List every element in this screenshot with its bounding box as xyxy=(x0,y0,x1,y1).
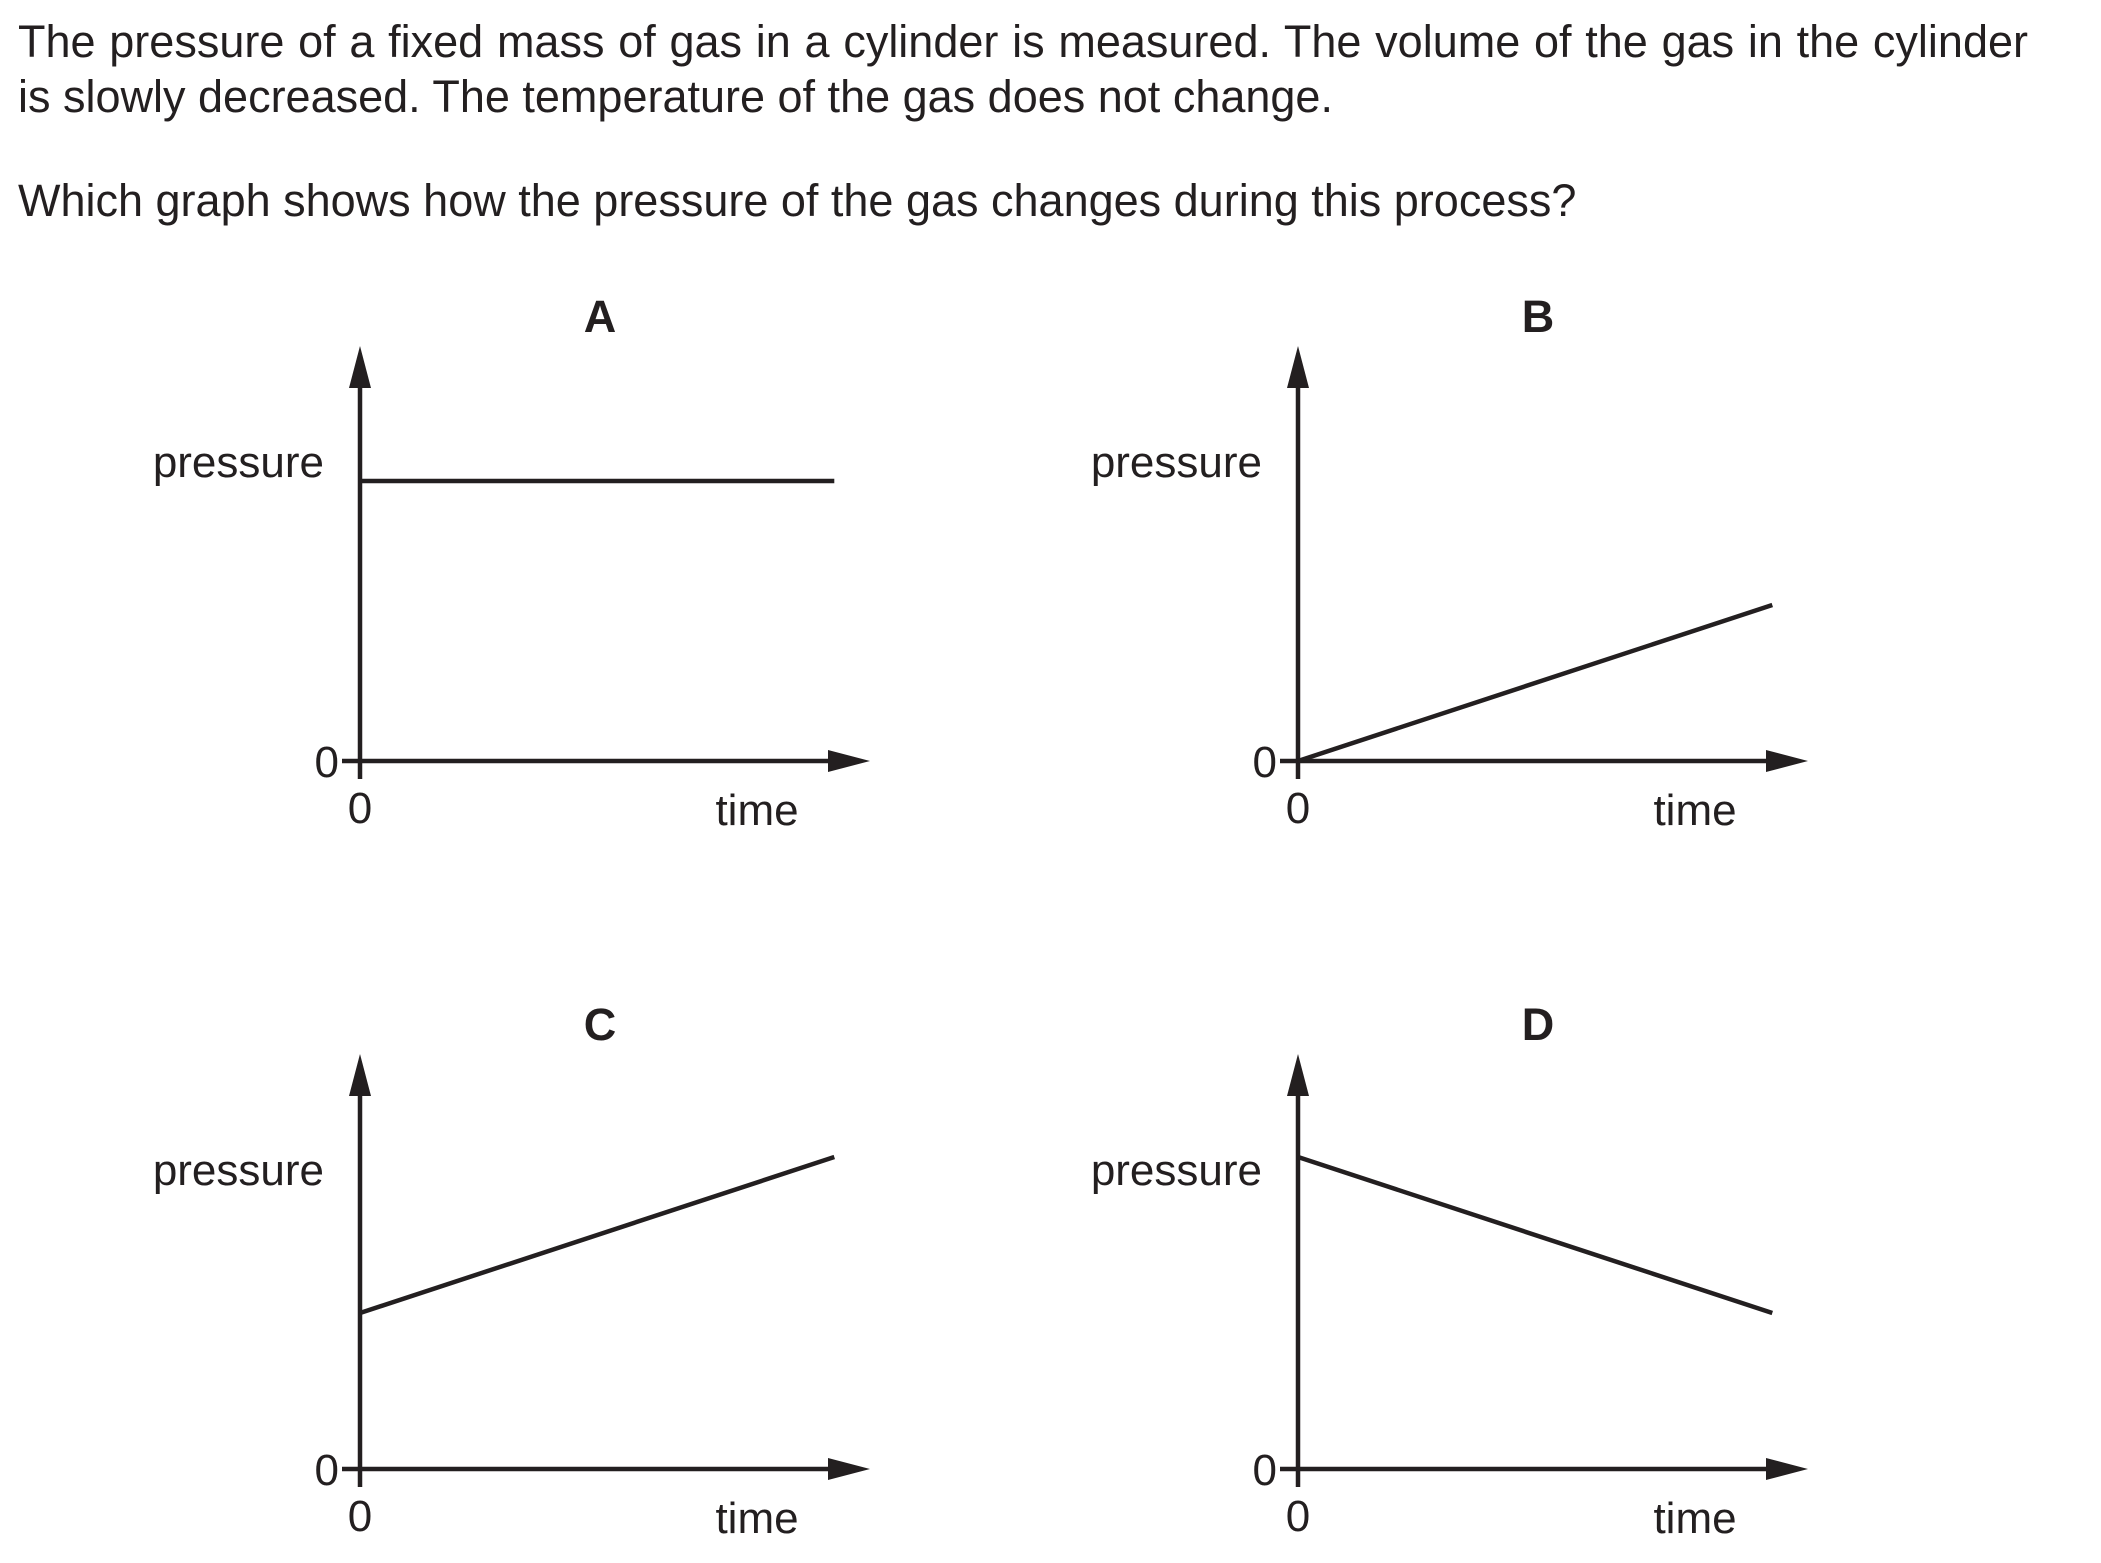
x-axis-arrowhead xyxy=(1766,750,1808,772)
series-line-option-c xyxy=(360,1157,834,1313)
x-axis-label: time xyxy=(715,786,799,835)
x-axis-arrowhead xyxy=(828,1458,870,1480)
question-prompt: Which graph shows how the pressure of the gas changes during this process? xyxy=(18,175,1577,226)
y-axis-label: pressure xyxy=(1090,1146,1262,1195)
series-line-option-d xyxy=(1298,1157,1772,1313)
y-origin-label: 0 xyxy=(314,1446,339,1495)
series-line-option-b xyxy=(1298,605,1772,761)
y-axis-arrowhead xyxy=(349,1054,371,1096)
x-origin-label: 0 xyxy=(347,784,373,833)
x-axis-label: time xyxy=(1653,1494,1737,1543)
x-origin-label: 0 xyxy=(1285,1492,1311,1541)
option-letter-a: A xyxy=(583,291,617,342)
x-axis-arrowhead xyxy=(1766,1458,1808,1480)
y-axis-label: pressure xyxy=(152,438,324,487)
graph-option-b[interactable] xyxy=(1091,291,1808,835)
question-text: The pressure of a fixed mass of gas in a cylinder is measured. The volume of the gas in the cylinder is slowly decreased. The temperature of the gas does not change. xyxy=(18,16,2028,122)
y-origin-label: 0 xyxy=(1252,1446,1277,1495)
x-origin-label: 0 xyxy=(1285,784,1311,833)
y-axis-arrowhead xyxy=(349,346,371,388)
y-axis-label: pressure xyxy=(152,1146,324,1195)
x-axis-label: time xyxy=(1653,786,1737,835)
graph-option-a[interactable] xyxy=(153,291,870,835)
y-origin-label: 0 xyxy=(314,738,339,787)
y-origin-label: 0 xyxy=(1252,738,1277,787)
option-letter-b: B xyxy=(1521,291,1555,342)
x-origin-label: 0 xyxy=(347,1492,373,1541)
y-axis-arrowhead xyxy=(1287,1054,1309,1096)
x-axis-label: time xyxy=(715,1494,799,1543)
graph-option-d[interactable] xyxy=(1091,999,1808,1543)
option-letter-c: C xyxy=(583,999,617,1050)
y-axis-label: pressure xyxy=(1090,438,1262,487)
y-axis-arrowhead xyxy=(1287,346,1309,388)
x-axis-arrowhead xyxy=(828,750,870,772)
graph-option-c[interactable] xyxy=(153,999,870,1543)
option-letter-d: D xyxy=(1521,999,1555,1050)
